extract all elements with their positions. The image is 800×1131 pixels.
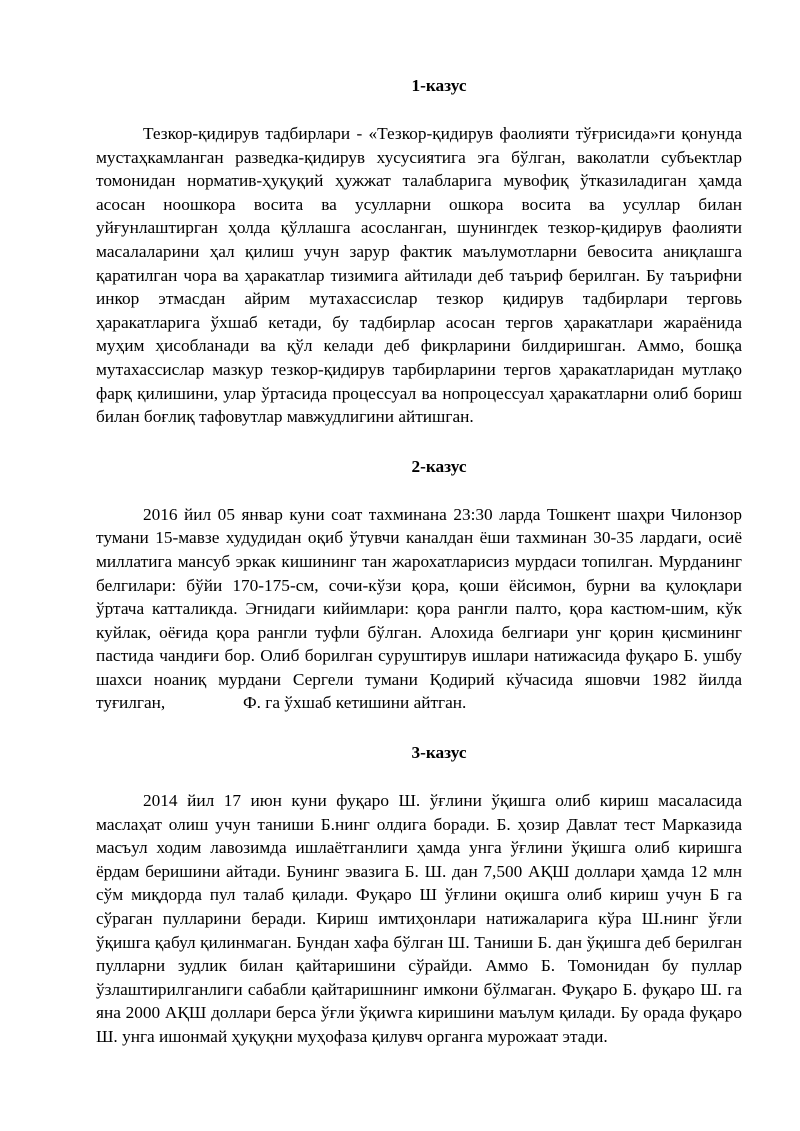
document-page — [96, 74, 747, 1075]
case-body-paragraph: Тезкор-қидирув тадбирлари - «Тезкор-қидирув фаолияти тўғрисида»ги қонунда мустаҳкамланган разведка-қидирув хусусиятига эга бўлган, ваколатли субъектлар томонидан норматив-ҳуқуқий ҳужжат талабларига мувофиқ ўтказиладиган ҳамда асосан ноошкора восита ва усулларни ошкора восита ва усуллар билан уйғунлаштирган ҳолда қўллашга асосланган, шунингдек тезкор-қидирув фаолияти масалаларини ҳал қилиш учун зарур фактик маълумотларни бевосита аниқлашга қаратилган чора ва ҳаракатлар тизимига айтилади деб таъриф берилган. Бу таърифни инкор этмасдан айрим мутахассислар тезкор қидирув тадбирлари терговь ҳаракатларига ўхшаб кетади, бу тадбирлар асосан тергов ҳаракатлари жараёнида муҳим ҳисобланади ва қўл келади деб фикрларини билдиришган. Аммо, бошқа мутахассислар мазкур тезкор-қидирув тарбирларини тергов ҳаракатларидан мутлақо фарқ қилишини, улар ўртасида процессуал ва нопроцессуал ҳаракатларни олиб бориш билан боғлиқ тафовутлар мавжудлигини айтишган. — [96, 124, 742, 427]
case-body-paragraph: 2016 йил 05 январ куни соат тахминана 23:30 ларда Тошкент шаҳри Чилонзор тумани 15-мавзе худудидан оқиб ўтувчи каналдан ёши тахминан 30-35 лардаги, осиё миллатига мансуб эркак кишининг тан жарохатларисиз мурдаси топилган. Мурданинг белгилари: бўйи 170-175-см, сочи-кўзи қора, қоши ёйсимон, бурни ва қулоқлари ўртача катталикда. Эгнидаги кийимлари: қора рангли палто, қора кастюм-шим, кўк куйлак, оёғида қора рангли туфли бўлган. Алохида белгиари унг қорин қисмининг пастида чандиғи бор. Олиб борилган суруштирув ишлари натижасида фуқаро Б. ушбу шахси ноаниқ мурдани Сергели тумани Қодирий кўчасида яшовчи 1982 йилда туғилган, Ф. га ўхшаб кетишини айтган. — [96, 504, 747, 713]
case-title: 3-казус — [411, 743, 467, 763]
case-3 — [96, 741, 742, 1049]
case-title: 1-казус — [411, 76, 467, 95]
case-1 — [96, 74, 742, 429]
case-title: 2-казус — [411, 456, 467, 476]
case-2 — [96, 455, 747, 715]
case-body-paragraph: 2014 йил 17 июн куни фуқаро Ш. ўғлини ўқишга олиб кириш масаласида маслаҳат олиш учун таниши Б.нинг олдига боради. Б. ҳозир Давлат тест Марказида масъул ходим лавозимда ишлаётганлиги ҳамда унга ўғлини ўқишга олиб киришга ёрдам беришини айтади. Бунинг эвазига Б. Ш. дан 7,500 АҚШ доллари ҳамда 12 млн сўм миқдорда пул талаб қилади. Фуқаро Ш ўғлини оқишга олиб кириш учун Б га сўраган пулларини беради. Кириш имтиҳонлари натижаларига кўра Ш.нинг ўғли ўқишга қабул қилинмаган. Бундан хафа бўлган Ш. Таниши Б. дан ўқишга деб берилган пулларни зудлик билан қайтаришини сўрайди. Аммо Б. Томонидан бу пуллар ўзлаштирилганлиги сабабли қайтаришнинг имкони бўлмаган. Фуқаро Б. фуқаро Ш. га яна 2000 АҚШ доллари берса ўғли ўқиwга киришини маълум қилади. Бу орада фуқаро Ш. унга ишонмай ҳуқуқни муҳофаза қилувч органга мурожаат этади. — [96, 791, 742, 1046]
